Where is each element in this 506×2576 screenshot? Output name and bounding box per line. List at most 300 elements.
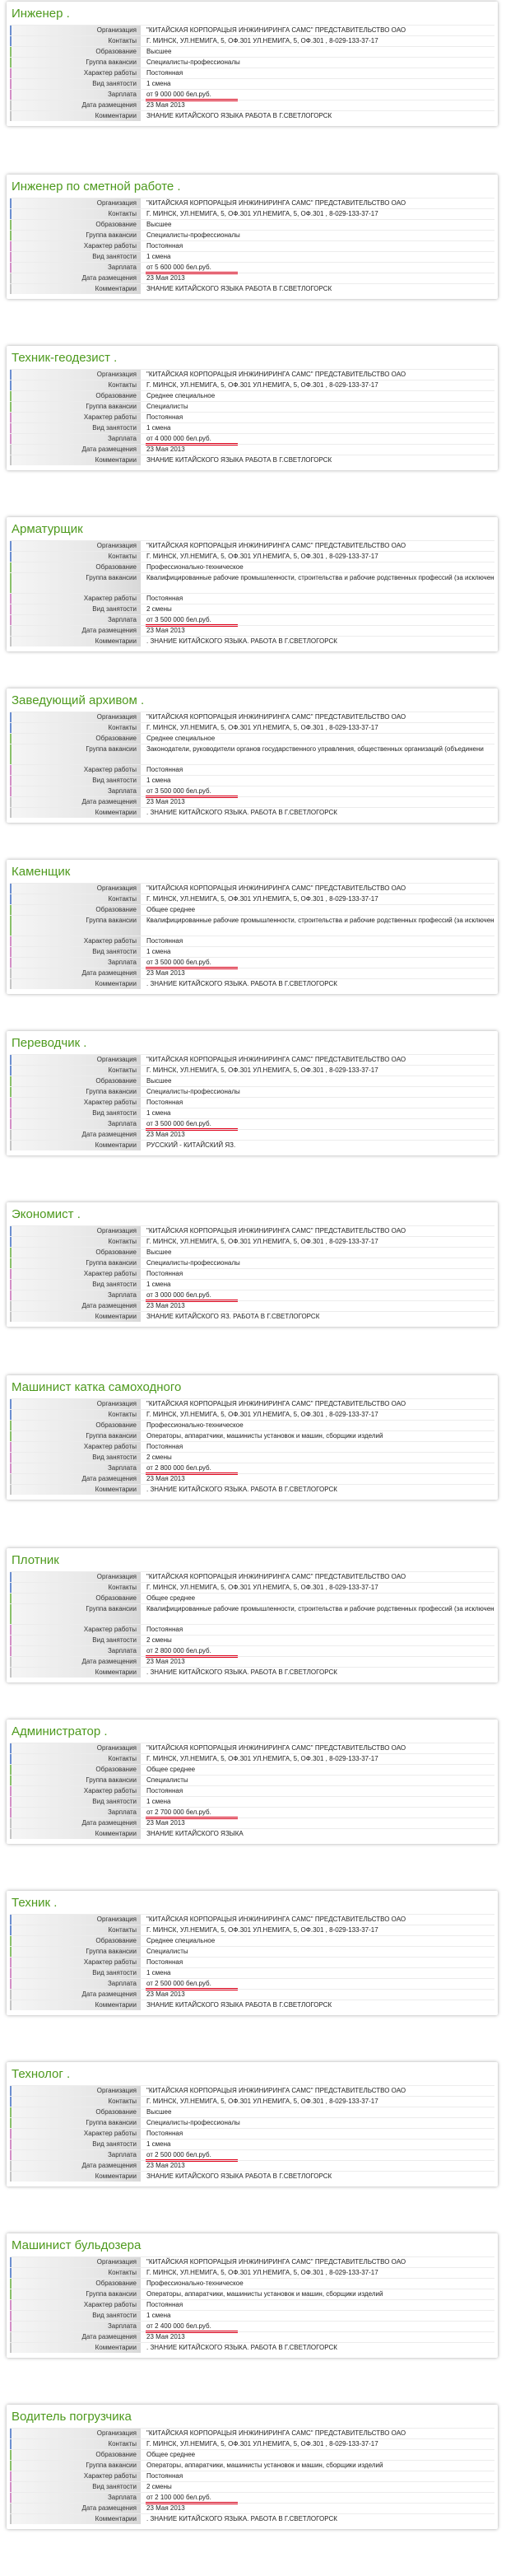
row-comments	[10, 2342, 494, 2353]
row-label: Характер работы	[10, 765, 141, 775]
contacts-value: Г. МИНСК, УЛ.НЕМИГА, 5, ОФ.301 УЛ.НЕМИГА, 5, ОФ.301 , 8-029-133-37-17	[146, 724, 378, 731]
row-label: Зарплата	[10, 90, 141, 100]
row-work-type	[10, 1097, 494, 1108]
row-label: Контакты	[10, 894, 141, 904]
comments-value: ЗНАНИЕ КИТАЙСКОГО ЯЗЫКА РАБОТА В Г.СВЕТЛОГОРСК	[146, 2001, 332, 2009]
row-label: Контакты	[10, 2439, 141, 2449]
comments-value: . ЗНАНИЕ КИТАЙСКОГО ЯЗЫКА. РАБОТА В Г.СВЕТЛОГОРСК	[146, 1668, 337, 1676]
row-label: Вид занятости	[10, 1636, 141, 1645]
row-label: Дата размещения	[10, 1130, 141, 1140]
row-group	[10, 915, 494, 936]
work-type-value: Постоянная	[146, 242, 183, 250]
row-salary	[10, 2321, 494, 2331]
vacancy-title[interactable]: Переводчик .	[12, 1036, 87, 1050]
row-label: Вид занятости	[10, 2311, 141, 2321]
row-label: Характер работы	[10, 1786, 141, 1796]
row-work-type	[10, 1268, 494, 1279]
vacancy-title[interactable]: Техник .	[12, 1896, 58, 1910]
vacancy-title[interactable]: Плотник	[12, 1553, 59, 1567]
row-label: Зарплата	[10, 1808, 141, 1818]
date-value: 23 Мая 2013	[146, 274, 185, 282]
row-date	[10, 444, 494, 455]
row-label: Вид занятости	[10, 423, 141, 433]
employment-value: 1 смена	[146, 948, 171, 955]
date-value: 23 Мая 2013	[146, 1658, 185, 1665]
date-value: 23 Мая 2013	[146, 1475, 185, 1482]
contacts-value: Г. МИНСК, УЛ.НЕМИГА, 5, ОФ.301 УЛ.НЕМИГА, 5, ОФ.301 , 8-029-133-37-17	[146, 1584, 378, 1591]
vacancy-title[interactable]: Инженер по сметной работе .	[12, 180, 181, 194]
vacancy-card	[7, 1375, 498, 1500]
work-type-value: Постоянная	[146, 1626, 183, 1633]
salary-value: от 2 100 000 бел.руб.	[146, 2494, 211, 2501]
row-label: Характер работы	[10, 1625, 141, 1635]
row-group	[10, 1946, 494, 1957]
row-group	[10, 1775, 494, 1785]
row-education	[10, 562, 494, 572]
education-value: Высшее	[146, 48, 172, 55]
row-label: Образование	[10, 734, 141, 744]
row-group	[10, 1603, 494, 1624]
row-salary	[10, 2149, 494, 2160]
row-salary	[10, 1645, 494, 1656]
row-label: Организация	[10, 712, 141, 722]
employment-value: 1 смена	[146, 2140, 171, 2148]
org-value: "КИТАЙСКАЯ КОРПОРАЦЫЯ ИНЖИНИРИНГА САМС" ПРЕДСТАВИТЕЛЬСТВО ОАО	[146, 2087, 406, 2094]
comments-value: ЗНАНИЕ КИТАЙСКОГО ЯЗЫКА РАБОТА В Г.СВЕТЛОГОРСК	[146, 456, 332, 464]
row-work-type	[10, 593, 494, 604]
row-contacts	[10, 208, 494, 219]
row-label: Организация	[10, 2086, 141, 2096]
comments-value: . ЗНАНИЕ КИТАЙСКОГО ЯЗЫКА. РАБОТА В Г.СВЕТЛОГОРСК	[146, 2515, 337, 2522]
row-label: Зарплата	[10, 2150, 141, 2160]
row-label: Характер работы	[10, 2471, 141, 2481]
group-value: Специалисты	[146, 1948, 188, 1955]
group-value: Законодатели, руководители органов государственного управления, общественных организаций (объединени	[146, 745, 484, 753]
row-label: Характер работы	[10, 1442, 141, 1452]
row-org	[10, 25, 494, 35]
vacancy-card	[7, 2062, 498, 2186]
row-education	[10, 1764, 494, 1775]
row-label: Комментарии	[10, 1312, 141, 1322]
row-comments	[10, 1140, 494, 1150]
row-work-type	[10, 1624, 494, 1635]
vacancy-card	[7, 688, 498, 823]
row-education	[10, 1935, 494, 1946]
row-comments	[10, 2513, 494, 2524]
row-label: Дата размещения	[10, 100, 141, 110]
row-group	[10, 230, 494, 240]
org-value: "КИТАЙСКАЯ КОРПОРАЦЫЯ ИНЖИНИРИНГА САМС" ПРЕДСТАВИТЕЛЬСТВО ОАО	[146, 1916, 406, 1923]
row-label: Организация	[10, 1226, 141, 1236]
row-salary	[10, 2492, 494, 2503]
row-label: Дата размещения	[10, 1657, 141, 1667]
education-value: Общее среднее	[146, 1766, 196, 1773]
row-label: Контакты	[10, 1066, 141, 1076]
row-work-type	[10, 1957, 494, 1967]
org-value: "КИТАЙСКАЯ КОРПОРАЦЫЯ ИНЖИНИРИНГА САМС" ПРЕДСТАВИТЕЛЬСТВО ОАО	[146, 1056, 406, 1063]
row-employment	[10, 604, 494, 614]
row-employment	[10, 946, 494, 957]
vacancy-title[interactable]: Техник-геодезист .	[12, 351, 118, 365]
row-contacts	[10, 722, 494, 733]
row-label: Вид занятости	[10, 1108, 141, 1118]
vacancy-title[interactable]: Машинист катка самоходного	[12, 1380, 182, 1394]
row-label: Дата размещения	[10, 797, 141, 807]
vacancy-card	[7, 2405, 498, 2529]
work-type-value: Постоянная	[146, 2472, 183, 2480]
row-label: Организация	[10, 1915, 141, 1925]
row-education	[10, 390, 494, 401]
row-salary	[10, 1807, 494, 1818]
contacts-value: Г. МИНСК, УЛ.НЕМИГА, 5, ОФ.301 УЛ.НЕМИГА, 5, ОФ.301 , 8-029-133-37-17	[146, 1755, 378, 1762]
row-label: Дата размещения	[10, 445, 141, 455]
contacts-value: Г. МИНСК, УЛ.НЕМИГА, 5, ОФ.301 УЛ.НЕМИГА, 5, ОФ.301 , 8-029-133-37-17	[146, 2098, 378, 2105]
row-label: Организация	[10, 2257, 141, 2267]
row-salary	[10, 1290, 494, 1300]
row-label: Дата размещения	[10, 2504, 141, 2513]
row-employment	[10, 2481, 494, 2492]
row-label: Образование	[10, 1765, 141, 1775]
row-group	[10, 744, 494, 764]
row-org	[10, 2428, 494, 2438]
row-label: Зарплата	[10, 786, 141, 796]
group-value: Специалисты-профессионалы	[146, 1259, 240, 1267]
row-org	[10, 712, 494, 722]
contacts-value: Г. МИНСК, УЛ.НЕМИГА, 5, ОФ.301 УЛ.НЕМИГА, 5, ОФ.301 , 8-029-133-37-17	[146, 381, 378, 389]
row-contacts	[10, 2267, 494, 2278]
row-org	[10, 540, 494, 551]
vacancy-title[interactable]: Инженер .	[12, 7, 70, 21]
row-date	[10, 1656, 494, 1667]
row-comments	[10, 455, 494, 465]
row-education	[10, 46, 494, 57]
comments-value: ЗНАНИЕ КИТАЙСКОГО ЯЗЫКА РАБОТА В Г.СВЕТЛОГОРСК	[146, 285, 332, 292]
vacancy-title[interactable]: Экономист .	[12, 1207, 81, 1221]
row-label: Комментарии	[10, 979, 141, 989]
row-label: Образование	[10, 47, 141, 57]
work-type-value: Постоянная	[146, 1099, 183, 1106]
vacancy-title[interactable]: Каменщик	[12, 865, 71, 879]
row-comments	[10, 2000, 494, 2010]
row-employment	[10, 1279, 494, 1290]
row-label: Вид занятости	[10, 252, 141, 262]
row-label: Группа вакансии	[10, 1087, 141, 1097]
row-salary	[10, 262, 494, 273]
contacts-value: Г. МИНСК, УЛ.НЕМИГА, 5, ОФ.301 УЛ.НЕМИГА, 5, ОФ.301 , 8-029-133-37-17	[146, 895, 378, 903]
row-employment	[10, 1967, 494, 1978]
row-employment	[10, 1452, 494, 1463]
row-group	[10, 2289, 494, 2299]
salary-value: от 5 600 000 бел.руб.	[146, 264, 211, 271]
row-date	[10, 2160, 494, 2171]
group-value: Специалисты-профессионалы	[146, 58, 240, 66]
work-type-value: Постоянная	[146, 413, 183, 421]
row-label: Группа вакансии	[10, 1258, 141, 1268]
row-label: Группа вакансии	[10, 1431, 141, 1441]
row-label: Характер работы	[10, 1098, 141, 1108]
comments-value: ЗНАНИЕ КИТАЙСКОГО ЯЗЫКА	[146, 1830, 244, 1837]
org-value: "КИТАЙСКАЯ КОРПОРАЦЫЯ ИНЖИНИРИНГА САМС" ПРЕДСТАВИТЕЛЬСТВО ОАО	[146, 26, 406, 34]
comments-value: ЗНАНИЕ КИТАЙСКОГО ЯЗЫКА РАБОТА В Г.СВЕТЛОГОРСК	[146, 2172, 332, 2180]
row-label: Организация	[10, 541, 141, 551]
row-label: Комментарии	[10, 455, 141, 465]
contacts-value: Г. МИНСК, УЛ.НЕМИГА, 5, ОФ.301 УЛ.НЕМИГА, 5, ОФ.301 , 8-029-133-37-17	[146, 2440, 378, 2448]
row-employment	[10, 2139, 494, 2149]
vacancy-card	[7, 517, 498, 651]
row-date	[10, 968, 494, 978]
employment-value: 1 смена	[146, 1798, 171, 1805]
row-org	[10, 369, 494, 380]
salary-value: от 2 500 000 бел.руб.	[146, 1980, 211, 1987]
row-label: Зарплата	[10, 1979, 141, 1989]
row-label: Контакты	[10, 2097, 141, 2107]
salary-value: от 3 500 000 бел.руб.	[146, 616, 211, 623]
row-contacts	[10, 1582, 494, 1593]
row-comments	[10, 1667, 494, 1678]
row-label: Группа вакансии	[10, 916, 141, 936]
vacancy-card	[7, 346, 498, 470]
row-label: Комментарии	[10, 2514, 141, 2524]
row-salary	[10, 957, 494, 968]
salary-value: от 4 000 000 бел.руб.	[146, 435, 211, 442]
row-salary	[10, 614, 494, 625]
row-label: Организация	[10, 1572, 141, 1582]
vacancy-card	[7, 175, 498, 299]
row-label: Группа вакансии	[10, 402, 141, 412]
row-label: Зарплата	[10, 1119, 141, 1129]
work-type-value: Постоянная	[146, 2130, 183, 2137]
row-work-type	[10, 2299, 494, 2310]
row-contacts	[10, 2438, 494, 2449]
row-label: Организация	[10, 2429, 141, 2438]
row-group	[10, 1430, 494, 1441]
date-value: 23 Мая 2013	[146, 798, 185, 805]
row-comments	[10, 283, 494, 294]
row-org	[10, 1571, 494, 1582]
work-type-value: Постоянная	[146, 595, 183, 602]
row-label: Группа вакансии	[10, 231, 141, 240]
row-label: Комментарии	[10, 1485, 141, 1495]
row-label: Организация	[10, 26, 141, 35]
vacancy-title[interactable]: Заведующий архивом .	[12, 693, 145, 707]
row-label: Характер работы	[10, 2129, 141, 2139]
row-group	[10, 2460, 494, 2471]
row-label: Образование	[10, 1936, 141, 1946]
row-label: Вид занятости	[10, 2482, 141, 2492]
date-value: 23 Мая 2013	[146, 1990, 185, 1998]
row-label: Образование	[10, 1594, 141, 1603]
row-label: Дата размещения	[10, 1301, 141, 1311]
row-label: Контакты	[10, 723, 141, 733]
salary-value: от 2 800 000 бел.руб.	[146, 1464, 211, 1472]
employment-value: 1 смена	[146, 424, 171, 432]
row-contacts	[10, 35, 494, 46]
group-value: Специалисты-профессионалы	[146, 2119, 240, 2126]
contacts-value: Г. МИНСК, УЛ.НЕМИГА, 5, ОФ.301 УЛ.НЕМИГА, 5, ОФ.301 , 8-029-133-37-17	[146, 2269, 378, 2276]
row-employment	[10, 1108, 494, 1118]
row-org	[10, 198, 494, 208]
vacancy-title[interactable]: Технолог .	[12, 2067, 71, 2081]
salary-value: от 2 500 000 бел.руб.	[146, 2151, 211, 2158]
row-label: Комментарии	[10, 808, 141, 818]
row-label: Образование	[10, 1076, 141, 1086]
row-label: Группа вакансии	[10, 2461, 141, 2471]
row-label: Группа вакансии	[10, 58, 141, 68]
vacancy-card	[7, 1548, 498, 1682]
row-label: Образование	[10, 905, 141, 915]
row-label: Контакты	[10, 380, 141, 390]
row-label: Группа вакансии	[10, 1776, 141, 1785]
row-org	[10, 2256, 494, 2267]
date-value: 23 Мая 2013	[146, 2504, 185, 2512]
education-value: Общее среднее	[146, 1594, 196, 1602]
row-date	[10, 1818, 494, 1828]
row-label: Комментарии	[10, 1668, 141, 1678]
row-label: Характер работы	[10, 594, 141, 604]
group-value: Специалисты-профессионалы	[146, 1088, 240, 1095]
row-label: Организация	[10, 1055, 141, 1065]
row-salary	[10, 89, 494, 100]
row-work-type	[10, 1785, 494, 1796]
row-label: Группа вакансии	[10, 2289, 141, 2299]
date-value: 23 Мая 2013	[146, 446, 185, 453]
row-label: Контакты	[10, 1583, 141, 1593]
row-label: Вид занятости	[10, 1280, 141, 1290]
date-value: 23 Мая 2013	[146, 1302, 185, 1309]
vacancy-card	[7, 1202, 498, 1327]
row-group	[10, 1258, 494, 1268]
org-value: "КИТАЙСКАЯ КОРПОРАЦЫЯ ИНЖИНИРИНГА САМС" ПРЕДСТАВИТЕЛЬСТВО ОАО	[146, 2258, 406, 2266]
employment-value: 1 смена	[146, 80, 171, 87]
employment-value: 2 смены	[146, 1636, 172, 1644]
row-employment	[10, 251, 494, 262]
row-salary	[10, 1463, 494, 1473]
row-org	[10, 2085, 494, 2096]
row-group	[10, 572, 494, 593]
contacts-value: Г. МИНСК, УЛ.НЕМИГА, 5, ОФ.301 УЛ.НЕМИГА, 5, ОФ.301 , 8-029-133-37-17	[146, 553, 378, 560]
row-contacts	[10, 1065, 494, 1076]
education-value: Высшее	[146, 2108, 172, 2116]
org-value: "КИТАЙСКАЯ КОРПОРАЦЫЯ ИНЖИНИРИНГА САМС" ПРЕДСТАВИТЕЛЬСТВО ОАО	[146, 1400, 406, 1407]
contacts-value: Г. МИНСК, УЛ.НЕМИГА, 5, ОФ.301 УЛ.НЕМИГА, 5, ОФ.301 , 8-029-133-37-17	[146, 1926, 378, 1934]
vacancy-card	[7, 1720, 498, 1844]
education-value: Высшее	[146, 221, 172, 228]
group-value: Квалифицированные рабочие промышленности, строительства и рабочие родственных профессий (за исключен	[146, 574, 494, 581]
org-value: "КИТАЙСКАЯ КОРПОРАЦЫЯ ИНЖИНИРИНГА САМС" ПРЕДСТАВИТЕЛЬСТВО ОАО	[146, 1744, 406, 1752]
org-value: "КИТАЙСКАЯ КОРПОРАЦЫЯ ИНЖИНИРИНГА САМС" ПРЕДСТАВИТЕЛЬСТВО ОАО	[146, 1227, 406, 1234]
row-label: Характер работы	[10, 413, 141, 422]
vacancy-card	[7, 860, 498, 994]
row-contacts	[10, 2096, 494, 2107]
row-group	[10, 401, 494, 412]
row-label: Вид занятости	[10, 604, 141, 614]
work-type-value: Постоянная	[146, 69, 183, 77]
row-date	[10, 625, 494, 636]
employment-value: 1 смена	[146, 1109, 171, 1117]
contacts-value: Г. МИНСК, УЛ.НЕМИГА, 5, ОФ.301 УЛ.НЕМИГА, 5, ОФ.301 , 8-029-133-37-17	[146, 1238, 378, 1245]
comments-value: РУССКИЙ - КИТАЙСКИЙ ЯЗ.	[146, 1141, 236, 1149]
employment-value: 1 смена	[146, 1281, 171, 1288]
row-contacts	[10, 551, 494, 562]
vacancy-title[interactable]: Машинист бульдозера	[12, 2238, 142, 2252]
row-work-type	[10, 764, 494, 775]
salary-value: от 3 500 000 бел.руб.	[146, 959, 211, 966]
group-value: Квалифицированные рабочие промышленности, строительства и рабочие родственных профессий (за исключен	[146, 1605, 494, 1612]
employment-value: 1 смена	[146, 777, 171, 784]
date-value: 23 Мая 2013	[146, 1131, 185, 1138]
row-label: Организация	[10, 1399, 141, 1409]
date-value: 23 Мая 2013	[146, 627, 185, 634]
comments-value: . ЗНАНИЕ КИТАЙСКОГО ЯЗЫКА. РАБОТА В Г.СВЕТЛОГОРСК	[146, 1486, 337, 1493]
comments-value: . ЗНАНИЕ КИТАЙСКОГО ЯЗЫКА. РАБОТА В Г.СВЕТЛОГОРСК	[146, 637, 337, 645]
row-label: Группа вакансии	[10, 1947, 141, 1957]
row-work-type	[10, 2471, 494, 2481]
salary-value: от 9 000 000 бел.руб.	[146, 91, 211, 98]
row-comments	[10, 978, 494, 989]
group-value: Квалифицированные рабочие промышленности, строительства и рабочие родственных профессий (за исключен	[146, 917, 494, 924]
row-label: Дата размещения	[10, 273, 141, 283]
row-label: Образование	[10, 2279, 141, 2289]
comments-value: ЗНАНИЕ КИТАЙСКОГО ЯЗЫКА РАБОТА В Г.СВЕТЛОГОРСК	[146, 112, 332, 119]
employment-value: 2 смены	[146, 605, 172, 613]
row-label: Образование	[10, 2107, 141, 2117]
row-label: Характер работы	[10, 1269, 141, 1279]
row-education	[10, 1593, 494, 1603]
row-label: Характер работы	[10, 936, 141, 946]
row-date	[10, 1300, 494, 1311]
row-label: Дата размещения	[10, 968, 141, 978]
vacancy-title[interactable]: Арматурщик	[12, 522, 83, 536]
vacancy-title[interactable]: Водитель погрузчика	[12, 2410, 132, 2424]
row-label: Организация	[10, 884, 141, 894]
row-date	[10, 1989, 494, 2000]
row-label: Комментарии	[10, 1141, 141, 1150]
row-contacts	[10, 1236, 494, 1247]
row-label: Организация	[10, 1743, 141, 1753]
row-salary	[10, 1978, 494, 1989]
date-value: 23 Мая 2013	[146, 1819, 185, 1827]
row-salary	[10, 433, 494, 444]
row-label: Зарплата	[10, 1646, 141, 1656]
row-date	[10, 796, 494, 807]
row-contacts	[10, 380, 494, 390]
salary-value: от 3 000 000 бел.руб.	[146, 1291, 211, 1299]
row-label: Вид занятости	[10, 1453, 141, 1463]
group-value: Специалисты	[146, 403, 188, 410]
row-date	[10, 100, 494, 110]
work-type-value: Постоянная	[146, 1787, 183, 1794]
row-group	[10, 1086, 494, 1097]
row-label: Вид занятости	[10, 79, 141, 89]
row-work-type	[10, 68, 494, 78]
group-value: Специалисты	[146, 1776, 188, 1784]
row-comments	[10, 1828, 494, 1839]
work-type-value: Постоянная	[146, 937, 183, 945]
row-label: Комментарии	[10, 2000, 141, 2010]
row-label: Зарплата	[10, 1463, 141, 1473]
row-label: Образование	[10, 562, 141, 572]
row-employment	[10, 1796, 494, 1807]
row-label: Зарплата	[10, 615, 141, 625]
vacancy-card	[7, 1031, 498, 1155]
row-label: Группа вакансии	[10, 573, 141, 593]
row-education	[10, 219, 494, 230]
education-value: Среднее специальное	[146, 735, 216, 742]
row-label: Дата размещения	[10, 1818, 141, 1828]
vacancy-title[interactable]: Администратор .	[12, 1724, 108, 1738]
work-type-value: Постоянная	[146, 1443, 183, 1450]
work-type-value: Постоянная	[146, 2301, 183, 2308]
